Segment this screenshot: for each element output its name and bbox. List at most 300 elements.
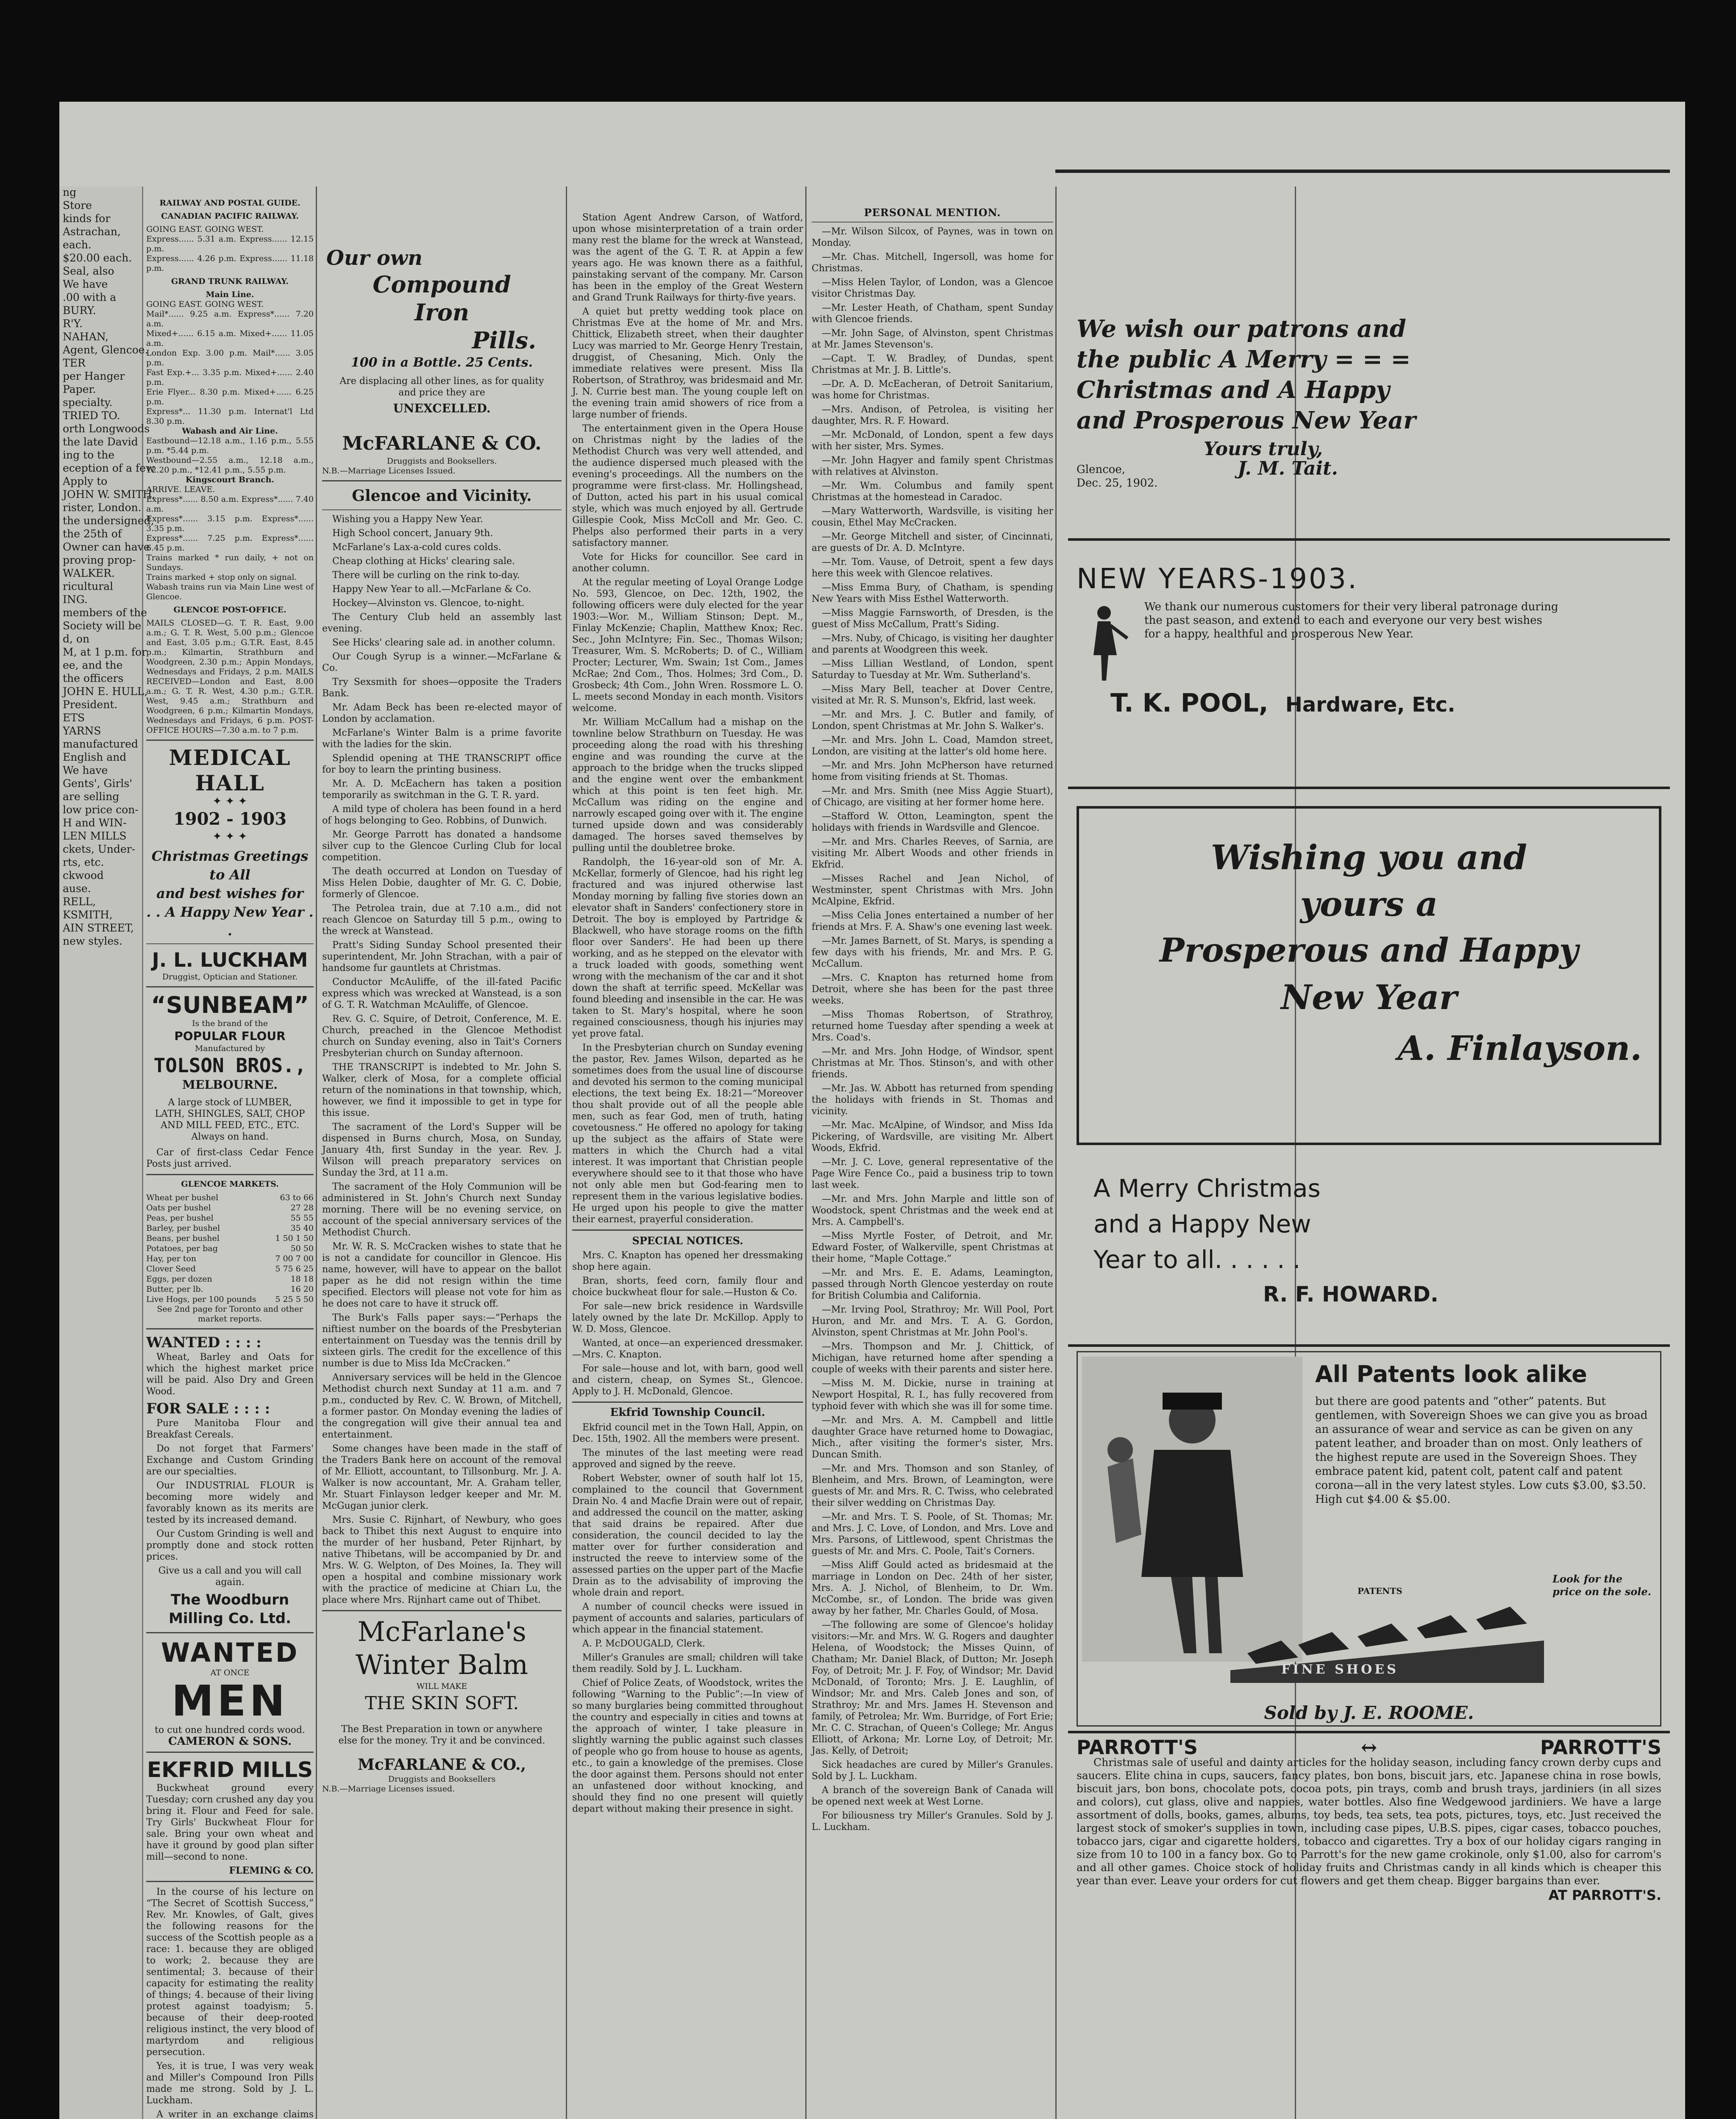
fragment-line: Store [63, 199, 92, 211]
parrott-text: Christmas sale of useful and dainty articles for the holiday season, including fancy crown derby cups and saucers. Elite china in cups, saucers, fancy plates, bon bons, biscuit jars, etc. Japanese china in rose bowls, biscuit jars, bon bons, chocolate pots, cocoa pots, pin trays, comb and brush trays, jardiniers (in all sizes and colors), cut glass, olive and nappies, water bottles. Also fine Wedgewood jardiniers. We have a large assortment of dolls, books, games, albums, toy beds, tea sets, tea pots, pictures, toys, etc. Just received the largest stock of smoker's supplies in town, including case pipes, U.B.S. pipes, cigar cases, tobacco pouches, tobacco jars, cigar and cigarette holders, tobacco and cigarettes. Try a box of our holiday cigars ranging in size from 10 to 100 in a fancy box. Go to Parrott's for the new game crokinole, only $1.00, also for carrom's and all other games. Choice stock of holiday fruits and Christmas candy in all kinds which is cheaper this year than ever. Leave your orders for cut flowers and get them cheap. Bigger bargains than ever. [1077, 1756, 1661, 1887]
market-price: 5 75 6 25 [275, 1264, 314, 1274]
column-3 [572, 212, 803, 2119]
iron-pills-line: Are displacing all other lines, as for quality and price they are [339, 376, 544, 398]
personal-item: —Mr. and Mrs. Smith (nee Miss Aggie Stuart), of Chicago, are visiting at her former home here. [812, 786, 1053, 808]
mcfarlane-name: McFARLANE & CO. [342, 433, 542, 454]
timetable-line: Westbound—2.55 a.m., 12.18 a.m., 12.20 p.m., *12.41 p.m., 5.55 p.m. [146, 456, 314, 475]
personal-item: —Mr. James Barnett, of St. Marys, is spending a few days with his friends, Mr. and Mrs. P. G. McCallum. [812, 936, 1053, 969]
fragment-line: LEN MILLS [63, 830, 127, 842]
personal-item: —Mr. Jas. W. Abbott has returned from spending the holidays with friends in St. Thomas and vicinity. [812, 1083, 1053, 1117]
ornament: ✦ ✦ ✦ [212, 795, 248, 808]
double-arrow-icon: ↔ [1360, 1736, 1377, 1759]
fragment-line: .00 with a [63, 291, 117, 303]
howard-ad [1068, 1162, 1670, 1340]
personal-item: —Miss Mary Bell, teacher at Dover Centre, visited at Mr. R. S. Munson's, Ekfrid, last week. [812, 684, 1053, 706]
cp-title: CANADIAN PACIFIC RAILWAY. [161, 211, 299, 221]
pool-sign-name: T. K. POOL, [1110, 688, 1269, 718]
roome-title: All Patents look alike [1315, 1361, 1587, 1388]
news-item: Mr. George Parrott has donated a handsome silver cup to the Glencoe Curling Club for local competition. [322, 829, 562, 863]
council-item: Chief of Police Zeats, of Woodstock, writes the following “Warning to the Public”:—In view of so many burglaries being committed throughout the country and especially in cities and towns at the approach of winter, I take pleasure in slightly warning the public against such classes of people who go from house to house as agents, etc., to gain a knowledge of the premises. Close the door against them. Persons should not enter an unfastened door without knocking, and should they find no one present will quietly depart without making their presence in sight. [572, 1678, 803, 1814]
personal-item: —Mary Watterworth, Wardsville, is visiting her cousin, Ethel May McCracken. [812, 506, 1053, 528]
medical-hall-greeting: . . A Happy New Year . . [146, 904, 314, 939]
winter-balm-nb: N.B.—Marriage Licenses issued. [322, 1784, 455, 1794]
fragment-line: eception of a few [63, 462, 155, 474]
fragment-line: $20.00 each. [63, 252, 132, 264]
fragment-line: proving prop- [63, 554, 136, 566]
woodburn-ad [146, 1334, 314, 1628]
fragment-line: President. [63, 698, 118, 711]
news-item: Conductor McAuliffe, of the ill-fated Pacific express which was wrecked at Wanstead, is a son of G. T. R. Watchman McAuliffe, of Glencoe. [322, 977, 562, 1010]
for-sale-text: Give us a call and you will call again. [158, 1566, 302, 1588]
sunbeam-ad [146, 992, 314, 1170]
column-rule [566, 186, 567, 2119]
timetable-line: Wabash trains run via Main Line west of Glencoe. [146, 582, 314, 601]
wanted-men-ad [146, 1638, 314, 1747]
personal-item: —Mrs. C. Knapton has returned home from Detroit, where she has been for the past three weeks. [812, 973, 1053, 1006]
finlayson-line: Prosperous and Happy [1159, 931, 1579, 970]
sunbeam-cedar: Car of first-class Cedar Fence Posts just arrived. [146, 1147, 314, 1169]
personal-item: Sick headaches are cured by Miller's Granules. Sold by J. L. Luckham. [812, 1760, 1053, 1782]
iron-pills-line: 100 in a Bottle. 25 Cents. [351, 355, 533, 370]
news-item: At the regular meeting of Loyal Orange Lodge No. 593, Glencoe, on Dec. 12th, 1902, the following officers were duly elected for the year 1903:—Wor. M., William Stinson; Dept. M., Finlay McKenzie; Chaplin, Matthew Knox; Rec. Sec., John McIntyre; Fin. Sec., Thomas Wilson; Treasurer, Wm. S. McRoberts; D. of C., William Procter; Lecturer, Wm. Swain; 1st Com., James McRae; 2nd Com., Thos. Holmes; 3rd Com., D. Grosbeck; 4th Com., John Wren. Rossmore L. O. L. meets second Monday in each month. Visitors welcome. [572, 577, 803, 714]
fragment-line: R'Y. [63, 317, 83, 330]
parrott-title-right: PARROTT'S [1540, 1736, 1661, 1759]
personal-item: —Mr. Irving Pool, Strathroy; Mr. Will Pool, Port Huron, and Mr. and Mrs. T. A. G. Gordon, Alvinston, spent Christmas at Mr. John Pool's. [812, 1304, 1053, 1338]
personal-item: —Mr. and Mrs. John Hodge, of Windsor, spent Christmas at Mr. Thos. Stinson's, and with other friends. [812, 1046, 1053, 1080]
luckham-name: J. L. LUCKHAM [152, 948, 308, 971]
pool-body [1077, 596, 1661, 698]
tait-date: Dec. 25, 1902. [1077, 477, 1158, 489]
winter-balm-ad [322, 1616, 562, 1794]
fragment-line: JOHN W. SMITH, [63, 488, 156, 501]
news-item: McFarlane's Winter Balm is a prime favorite with the ladies for the skin. [322, 728, 562, 750]
personal-item: A branch of the sovereign Bank of Canada will be opened next week at West Lorne. [812, 1785, 1053, 1807]
column-rule [805, 186, 807, 2119]
railway-title: RAILWAY AND POSTAL GUIDE. [159, 198, 300, 208]
personal-item: —Mr. Chas. Mitchell, Ingersoll, was home for Christmas. [812, 252, 1053, 274]
timetable-line: Express*...... 3.15 p.m. Express*...... 3.35 p.m. [146, 514, 314, 533]
fragment-line: orth Longwoods [63, 423, 150, 435]
market-row [146, 1193, 314, 1203]
personal-item: —Mrs. Nuby, of Chicago, is visiting her daughter and parents at Woodgreen this week. [812, 633, 1053, 655]
timetable-line: Express...... 4.26 p.m. Express...... 11.18 p.m. [146, 254, 314, 273]
fragment-line: the 25th of [63, 528, 122, 540]
news-item: The death occurred at London on Tuesday of Miss Helen Dobie, daughter of Mr. G. C. Dobie, formerly of Glencoe. [322, 866, 562, 900]
vicinity-title: Glencoe and Vicinity. [352, 487, 532, 505]
market-price: 55 55 [290, 1213, 314, 1223]
ekfrid-mills-ad [146, 1757, 314, 1877]
personal-item: —Mr. and Mrs. J. C. Butler and family, of London, spent Christmas at Mr. John S. Walker's. [812, 709, 1053, 731]
market-price: 7 00 7 00 [275, 1254, 314, 1263]
news-item: Vote for Hicks for councillor. See card in another column. [572, 552, 803, 574]
gentleman-bowing-icon [1085, 600, 1132, 685]
luckham-sub: Druggist, Optician and Stationer. [162, 972, 298, 982]
notice-item: Wanted, at once—an experienced dressmaker.—Mrs. C. Knapton. [572, 1338, 803, 1360]
personal-item: —Dr. A. D. McEacheran, of Detroit Sanitarium, was home for Christmas. [812, 379, 1053, 401]
council-item: Miller's Granules are small; children will take them readily. Sold by J. L. Luckham. [572, 1652, 803, 1674]
fragment-line: AIN STREET, [63, 922, 134, 934]
fragment-line: per Hanger [63, 370, 125, 382]
news-item: Mr. W. R. S. McCracken wishes to state that he is not a candidate for councillor in Glencoe. His name, however, will have to appear on the ballot paper as he did not resign within the time specified. Electors will please not vote for him as he does not care to have it struck off. [322, 1241, 562, 1309]
fragment-line: ause. [63, 882, 91, 895]
market-row [146, 1243, 314, 1254]
divider [1068, 1731, 1670, 1733]
fragment-line: H and WIN- [63, 817, 127, 829]
column-1 [146, 195, 314, 2119]
medical-hall-ad [146, 745, 314, 982]
wanted-men-title: WANTED [161, 1637, 299, 1668]
news-item: Our Cough Syrup is a winner.—McFarlane & Co. [322, 651, 562, 673]
fragment-line: specialty. [63, 396, 113, 409]
timetable-line: Express*... 11.30 p.m. Internat'l Ltd 8.30 p.m. [146, 407, 314, 426]
tait-ad [1077, 186, 1670, 534]
fragment-line: kinds for [63, 212, 111, 225]
timetable-line: Express...... 5.31 a.m. Express...... 12.15 p.m. [146, 234, 314, 253]
news-item: THE TRANSCRIPT is indebted to Mr. John S. Walker, clerk of Mosa, for a complete official return of the nominations in that township, which, however, we find it impossible to get in type for this issue. [322, 1062, 562, 1118]
fragment-line: Paper. [63, 383, 96, 395]
news-item: Station Agent Andrew Carson, of Watford, upon whose misinterpretation of a train order many rest the blame for the wreck at Wanstead, was the agent of the G. T. R. at Appin a few years ago. He was known there as a faithful, painstaking servant of the company. Mr. Carson has been in the employ of the Great Western and Grand Trunk Railways for thirty-five years. [572, 212, 803, 303]
market-row [146, 1294, 314, 1304]
personal-item: —Miss Lillian Westland, of London, spent Saturday to Tuesday at Mr. Wm. Sutherland's. [812, 659, 1053, 681]
divider [1068, 538, 1670, 541]
winter-balm-line: WILL MAKE [416, 1682, 467, 1691]
shoes-display [1230, 1586, 1544, 1683]
iron-pills-line: Our own [326, 246, 423, 270]
parrott-sign: AT PARROTT'S. [1548, 1887, 1661, 1903]
fragment-line: members of the [63, 606, 147, 619]
divider [1068, 787, 1670, 789]
winter-balm-line: McFarlane's [357, 1616, 526, 1648]
fragment-line: YARNS [63, 725, 101, 737]
market-price: 63 to 66 [280, 1193, 314, 1202]
fragment-line: d, on [63, 633, 90, 645]
medical-hall-years: 1902 - 1903 [173, 809, 287, 829]
divider [572, 1229, 803, 1231]
tait-place: Glencoe, [1077, 463, 1126, 476]
personal-item: —Miss Thomas Robertson, of Strathroy, returned home Tuesday after spending a week at Mrs. Coad's. [812, 1009, 1053, 1043]
news-item: Wishing you a Happy New Year. [332, 514, 483, 525]
timetable-line: Mail*...... 9.25 a.m. Express*...... 7.20 a.m. [146, 309, 314, 328]
council-title: Ekfrid Township Council. [610, 1406, 765, 1419]
notice-item: For sale—new brick residence in Wardsville lately owned by the late Dr. McKillop. Apply to W. D. Moss, Glencoe. [572, 1301, 803, 1335]
fragment-line: are selling [63, 790, 120, 803]
medical-hall-greeting: Christmas Greetings to All [151, 848, 309, 883]
local-news-body [572, 212, 803, 1225]
news-item: Splendid opening at THE TRANSCRIPT office for boy to learn the printing business. [322, 753, 562, 775]
personal-item: —Mr. and Mrs. John Marple and little son of Woodstock, spent Christmas and the week end at Mrs. A. Campbell's. [812, 1194, 1053, 1227]
divider [146, 1174, 314, 1175]
newspaper-page [59, 102, 1685, 2119]
divider [322, 480, 562, 481]
divider [146, 986, 314, 987]
divider [146, 1328, 314, 1329]
ekfrid-mills-title: EKFRID MILLS [147, 1757, 313, 1782]
market-item: Clover Seed [146, 1264, 196, 1274]
personal-item: —Miss Myrtle Foster, of Detroit, and Mr. Edward Foster, of Walkerville, spent Christmas at their home, “Maple Cottage.” [812, 1231, 1053, 1264]
sunbeam-title: “SUNBEAM” [151, 992, 309, 1018]
for-sale-text: Our INDUSTRIAL FLOUR is becoming more widely and favorably known as its merits are tested by its increased demand. [146, 1480, 314, 1525]
news-item: Mrs. Susie C. Rijnhart, of Newbury, who goes back to Thibet this next August to enquire into the murder of her husband, Peter Rijnhart, by native Thibetans, will be accompanied by Dr. and Mrs. W. G. Welpton, of Des Moines, Ia. They will open a hospital and combine missionary work with the practice of medicine at Chiarı Lu, the place where Mrs. Rijnhart came out of Thibet. [322, 1515, 562, 1605]
fragment-line: We have [63, 278, 108, 290]
divider [322, 509, 562, 510]
markets [146, 1179, 314, 1324]
fragment-line: ing to the [63, 449, 115, 461]
fragment-line: manufactured [63, 738, 138, 750]
divider [146, 1881, 314, 1882]
news-item: Hockey—Alvinston vs. Glencoe, to-night. [332, 598, 525, 609]
fragment-line: ING. [63, 593, 88, 606]
news-item: See Hicks' clearing sale ad. in another column. [332, 637, 556, 648]
winter-balm-firm-sub: Druggists and Booksellers [388, 1774, 496, 1784]
market-item: Barley, per bushel [146, 1224, 220, 1233]
market-item: Peas, per bushel [146, 1213, 214, 1223]
personal-item: —Mr. and Mrs. A. M. Campbell and little daughter Grace have returned home to Dowagiac, Mich., after visiting the former's sister, Mrs. Duncan Smith. [812, 1415, 1053, 1460]
fragment-line: the late David [63, 436, 138, 448]
council-item: A. P. McDOUGALD, Clerk. [582, 1638, 705, 1649]
personal-item: —Mr. John Hagyer and family spent Christmas with relatives at Alvinston. [812, 455, 1053, 477]
fragment-line: Agent, Glencoe. [63, 344, 148, 356]
parrott-ad [1068, 1738, 1670, 1905]
tait-line: We wish our patrons and [1077, 315, 1406, 343]
fragment-line: rts, etc. [63, 856, 104, 868]
sunbeam-town: MELBOURNE. [182, 1078, 278, 1092]
market-row [146, 1233, 314, 1243]
pool-sign [1110, 688, 1661, 718]
howard-line: and a Happy New [1093, 1210, 1311, 1238]
personal-item: —Mrs. Andison, of Petrolea, is visiting her daughter, Mrs. R. F. Howard. [812, 404, 1053, 426]
news-item: Cheap clothing at Hicks' clearing sale. [332, 556, 515, 567]
parrott-header [1077, 1736, 1661, 1759]
fragment-line: ee, and the [63, 659, 123, 671]
news-item: Mr. A. D. McEachern has taken a position temporarily as switchman in the G. T. R. yard. [322, 779, 562, 801]
personal-item: —Mr. J. C. Love, general representative of the Page Wire Fence Co., paid a business trip to town last week. [812, 1157, 1053, 1190]
personal-item: —Capt. T. W. Bradley, of Dundas, spent Christmas at Mr. J. B. Little's. [812, 353, 1053, 375]
timetable-line: Trains marked + stop only on signal. [146, 573, 297, 582]
wanted-men-sub: AT ONCE [210, 1668, 250, 1677]
timetable-line: Fast Exp.+... 3.35 p.m. Mixed+...... 2.40 p.m. [146, 368, 314, 387]
fragment-line: JOHN E. HULL, [63, 685, 148, 698]
personal-item: —Mr. and Mrs. E. E. Adams, Leamington, passed through North Glencoe yesterday on route for British Columbia and California. [812, 1268, 1053, 1301]
iron-pills-line: Pills. [472, 327, 536, 354]
woodburn-name: The Woodburn Milling Co. Ltd. [168, 1591, 292, 1627]
kingscourt-title: Kingscourt Branch. [185, 475, 275, 484]
fragment-text [59, 186, 156, 947]
personal-item: —Mr. and Mrs. John McPherson have returned home from visiting friends at St. Thomas. [812, 760, 1053, 782]
market-item: Wheat per bushel [146, 1193, 219, 1202]
ekfrid-mills-text: Buckwheat ground every Tuesday; corn crushed any day you bring it. Flour and Feed for sale. Try Girls' Buckwheat Flour for sale. Bring your own wheat and have it ground by good plan sifter mill—second to none. [146, 1783, 314, 1862]
personal-item: —Mr. Mac. McAlpine, of Windsor, and Miss Ida Pickering, of Wardsville, are visiting Mr. Albert Woods, Ekfrid. [812, 1120, 1053, 1154]
roome-sign: Sold by J. E. ROOME. [1264, 1702, 1474, 1723]
fragment-line: Astrachan, [63, 225, 121, 238]
medical-hall-greeting: and best wishes for [156, 885, 303, 901]
special-notices-title: SPECIAL NOTICES. [632, 1235, 743, 1247]
news-item: Anniversary services will be held in the Glencoe Methodist church next Sunday at 11 a.m. and 7 p.m., conducted by Rev. C. W. Brown, of Mitchell, a former pastor. On Monday evening the ladies of the congregation will give their annual tea and entertainment. [322, 1372, 562, 1440]
shoes-label: FINE SHOES [1281, 1662, 1399, 1677]
divider [1068, 1344, 1670, 1347]
mcfarlane-sub: Druggists and Booksellers. [387, 456, 497, 466]
mcfarlane-nb: N.B.—Marriage Licenses Issued. [322, 466, 456, 476]
column-4 [812, 203, 1053, 2119]
market-price: 27 28 [290, 1203, 314, 1212]
ornament: ✦ ✦ ✦ [212, 830, 248, 843]
personal-item: —Mr. Wilson Silcox, of Paynes, was in town on Monday. [812, 226, 1053, 248]
fragment-line: We have [63, 764, 108, 776]
wabash-title: Wabash and Air Line. [182, 426, 278, 436]
notice-item: For sale—house and lot, with barn, good well and cistern, cheap, on Symes St., Glencoe. Apply to J. H. McDonald, Glencoe. [572, 1363, 803, 1397]
patents-label: PATENTS [1358, 1586, 1402, 1596]
timetable-line: ARRIVE. LEAVE. [146, 485, 215, 494]
iron-pills-ad [322, 246, 562, 476]
personal-item: —Mr. Wm. Columbus and family spent Christmas at the homestead in Caradoc. [812, 481, 1053, 503]
sunbeam-line: Is the brand of the [192, 1019, 268, 1028]
timetable-line: Trains marked * run daily, + not on Sundays. [146, 553, 314, 572]
tait-line: the public A Merry = = = [1077, 345, 1411, 373]
fragment-line: KSMITH, [63, 909, 113, 921]
fragment-line: BURY. [63, 304, 96, 317]
news-item: The sacrament of the Lord's Supper will be dispensed in Burns church, Mosa, on Sunday, January 4th, first Sunday in the year. Rev. J. Wilson will preach preparatory services on Sunday the 3rd, at 11 a.m. [322, 1122, 562, 1178]
market-price: 16 20 [290, 1285, 314, 1294]
market-price: 5 25 5 50 [275, 1295, 314, 1304]
market-row [146, 1274, 314, 1284]
personal-item: —Miss Helen Taylor, of London, was a Glencoe visitor Christmas Day. [812, 277, 1053, 299]
tait-line: Christmas and A Happy [1077, 376, 1390, 404]
roome-look: Look for the price on the sole. [1552, 1573, 1652, 1598]
gt-subtitle: Main Line. [206, 290, 254, 299]
personal-item: —Miss Celia Jones entertained a number of her friends at Mrs. F. A. Shaw's one evening last week. [812, 910, 1053, 932]
finlayson-line: Wishing you and [1210, 837, 1527, 877]
news-item: Happy New Year to all.—McFarlane & Co. [332, 584, 531, 595]
roome-ad [1077, 1351, 1661, 1727]
personal-item: —Misses Rachel and Jean Nichol, of Westminster, spent Christmas with Mrs. John McAlpine, Ekfrid. [812, 873, 1053, 907]
news-item: Mr. Adam Beck has been re-elected mayor of London by acclamation. [322, 702, 562, 724]
for-sale-text: Do not forget that Farmers' Exchange and Custom Grinding are our specialties. [146, 1443, 314, 1477]
market-row [146, 1223, 314, 1233]
personal-title: PERSONAL MENTION. [864, 206, 1001, 219]
fragment-line: Seal, also [63, 265, 114, 277]
ekfrid-mills-sign: FLEMING & CO. [229, 1865, 314, 1876]
tait-signoff [1077, 458, 1670, 497]
divider [322, 1610, 562, 1611]
finlayson-line: yours a [1300, 884, 1438, 924]
kingscourt-timetable [146, 485, 314, 602]
market-row [146, 1213, 314, 1223]
tait-line: and Prosperous New Year [1077, 406, 1416, 434]
markets-note: See 2nd page for Toronto and other market reports. [157, 1304, 303, 1324]
divider [146, 1752, 314, 1753]
fragment-line: Owner can have [63, 541, 150, 553]
fragment-line: WALKER. [63, 567, 115, 579]
timetable-line: Erie Flyer... 8.30 p.m. Mixed+...... 6.25 p.m. [146, 387, 314, 406]
sunbeam-stock: A large stock of LUMBER, LATH, SHINGLES, SALT, CHOP AND MILL FEED, ETC., ETC. Always on hand. [155, 1097, 305, 1142]
personal-item: —Miss Maggie Farnsworth, of Dresden, is the guest of Miss McCallum, Pratt's Siding. [812, 608, 1053, 630]
market-row [146, 1203, 314, 1213]
news-item: McFarlane's Lax-a-cold cures colds. [332, 542, 501, 553]
market-item: Potatoes, per bag [146, 1244, 218, 1253]
pool-title: NEW YEARS-1903. [1077, 562, 1358, 595]
news-item: Some changes have been made in the staff of the Traders Bank here on account of the removal of Mr. Elliott, accountant, to Tillsonburg. Mr. J. A. Walker is now accountant, Mr. A. Graham teller, Mr. Stuart Finlayson ledger keeper and Mr. M. McGugan junior clerk. [322, 1443, 562, 1511]
market-item: Eggs, per dozen [146, 1274, 212, 1284]
fragment-line: M, at 1 p.m. for [63, 646, 147, 658]
fragment-line: the undersigned, [63, 514, 154, 527]
personal-item: —The following are some of Glencoe's holiday visitors:—Mr. and Mrs. W. G. Rogers and daughter Helena, of Woodstock; the Misses Quinn, of Chatham; Mr. Daniel Black, of Dutton; Mr. Joseph Foy, of Detroit; Mr. J. F. Foy, of Windsor; Mr. David McDonald, of Toronto; Mrs. J. E. Laughlin, of Windsor; Mr. and Mrs. Caleb Jones and son, of Strathroy; Mr. and Mrs. James H. Stevenson and family, of Petrolea; Mr. Wm. Burridge, of Fort Erie; Mr. C. C. Strachan, of Queen's College; Mr. Angus Elliott, of Arkona; Mr. Lorne Loy, of Detroit; Mr. Jas. Kelly, of Detroit; [812, 1620, 1053, 1756]
gt-title: GRAND TRUNK RAILWAY. [171, 277, 289, 286]
news-item: A mild type of cholera has been found in a herd of hogs belonging to Geo. Robbins, of Dunwich. [322, 804, 562, 826]
market-item: Live Hogs, per 100 pounds [146, 1295, 256, 1304]
council-body [572, 1422, 803, 1815]
fragment-line: ng [63, 186, 77, 198]
wabash-timetable [146, 436, 314, 475]
personal-item: —Mr. George Mitchell and sister, of Cincinnati, are guests of Dr. A. D. McIntyre. [812, 531, 1053, 553]
tait-sign: J. M. Tait. [1238, 458, 1338, 479]
fragment-line: Apply to [63, 475, 108, 487]
market-price: 35 40 [290, 1224, 314, 1233]
wanted-men-big: MEN [171, 1676, 289, 1726]
cp-timetable [146, 225, 314, 273]
timetable-line: GOING EAST. GOING WEST. [146, 300, 264, 309]
personal-item: —Miss M. M. Dickie, nurse in training at Newport Hospital, R. I., has fully recovered from typhoid fever with which she was ill for some time. [812, 1378, 1053, 1412]
howard-line: Year to all. . . . . . [1093, 1245, 1301, 1274]
market-price: 1 50 1 50 [275, 1234, 314, 1243]
news-item: The Century Club held an assembly last evening. [322, 612, 562, 634]
timetable-line: London Exp. 3.00 p.m. Mail*...... 3.05 p.m. [146, 348, 314, 367]
divider [146, 943, 314, 944]
gt-timetable [146, 300, 314, 426]
top-rule [1055, 170, 1670, 173]
markets-title: GLENCOE MARKETS. [181, 1179, 279, 1189]
iron-pills-line: Compound [373, 271, 511, 298]
market-price: 50 50 [290, 1244, 314, 1253]
personal-item: —Mrs. Thompson and Mr. J. Chittick, of Michigan, have returned home after spending a couple of weeks with their parents and sister here. [812, 1341, 1053, 1375]
pool-text: We thank our numerous customers for their very liberal patronage during the past season, and extend to each and everyone our very best wishes for a happy, healthful and prosperous New Year. [1144, 601, 1558, 640]
column-2 [322, 246, 562, 2119]
divider [572, 1402, 803, 1403]
news-item: In the Presbyterian church on Sunday evening the pastor, Rev. James Wilson, departed as he sometimes does from the usual line of discourse and devoted his sermon to the coming municipal elections, the text being Ex. 18:21—“Moreover thou shalt provide out of all the people able men, such as fear God, men of truth, hating covetousness.” He offered no apology for taking up the subject as the affairs of State were matters in which the Church had a vital interest. It was important that Christian people everywhere should see to it that those who have not only able men but God-fearing men to represent them in the various legislative bodies. He urged upon his people to give the matter their earnest, prayerful consideration. [572, 1043, 803, 1225]
fragment-line: RELL, [63, 895, 96, 908]
wanted-men-sign: CAMERON & SONS. [168, 1735, 292, 1748]
roome-text: but there are good patents and “other” patents. But gentlemen, with Sovereign Shoes we can give you as broad an assurance of wear and service as can be given on any patent leather, and broader than on most. Only leathers of the highest repute are used in the Sovereign Shoes. They embrace patent kid, patent colt, patent calf and patent corona—all in the very latest styles. Low cuts $3.00, $3.50. High cut $4.00 & $5.00. [1315, 1395, 1648, 1506]
market-item: Beans, per bushel [146, 1234, 220, 1243]
iron-pills-line: Iron [415, 299, 469, 326]
finlayson-line: New Year [1281, 977, 1457, 1017]
fragment-line: Society will be [63, 620, 142, 632]
lecture-text: A writer in an exchange claims [156, 2109, 314, 2119]
news-item: Try Sexsmith for shoes—opposite the Traders Bank. [322, 677, 562, 699]
fragment-line: TRIED TO. [63, 409, 120, 422]
timetable-line: Eastbound—12.18 a.m., 1.16 p.m., 5.55 p.m. *5.44 p.m. [146, 436, 314, 455]
personal-body [812, 226, 1053, 1833]
wanted-title: WANTED : : : : [146, 1334, 262, 1351]
medical-hall-title: MEDICAL HALL [169, 745, 291, 795]
council-item: Ekfrid council met in the Town Hall, Appin, on Dec. 15th, 1902. All the members were present. [572, 1422, 803, 1444]
special-notices-body [572, 1250, 803, 1397]
fragment-line: the officers [63, 672, 124, 684]
news-item: Mr. William McCallum had a mishap on the townline below Strathburn on Tuesday. He was proceeding along the road with his threshing engine and was rounding the curve at the approach to the bridge when the trucks slipped and the engine went over the embankment which at this point is ten feet high. Mr. McCallum was riding on the engine and narrowly escaped going over with it. The engine turned upside down and was considerably damaged. The horses saved themselves by pulling until the doubletree broke. [572, 717, 803, 854]
timetable-line: Mixed+...... 6.15 a.m. Mixed+...... 11.05 a.m. [146, 329, 314, 348]
divider [146, 740, 314, 741]
iron-pills-line: UNEXCELLED. [393, 401, 491, 415]
timetable-line: Express*...... 8.50 a.m. Express*...... 7.40 a.m. [146, 495, 314, 514]
post-office-text: MAILS CLOSED—G. T. R. East, 9.00 a.m.; G. T. R. West, 5.00 p.m.; Glencoe and East, 3.05 p.m.; G.T.R. East, 8.45 p.m.; Kilmartin, Strathburn and Woodgreen, 2.30 p.m.; Appin Mondays, Wednesdays and Fridays, 2 p.m. MAILS RECEIVED—London and East, 8.00 a.m.; G. T. R. West, 4.30 p.m.; G.T.R. West, 9.45 a.m.; Strathburn and Woodgreen, 6 p.m.; Kilmartin Mondays, Wednesdays and Fridays, 6 p.m. POST-OFFICE HOURS—7.30 a.m. to 7 p.m. [146, 618, 314, 735]
howard-sign: R. F. HOWARD. [1263, 1282, 1438, 1307]
fragment-line: ricultural [63, 580, 114, 592]
column-rule [316, 186, 317, 2119]
fragment-line: ckwood [63, 869, 104, 882]
column-ads [1068, 186, 1670, 2119]
market-price: 18 18 [290, 1274, 314, 1284]
personal-item: —Mr. John Sage, of Alvinston, spent Christmas at Mr. James Stevenson's. [812, 328, 1053, 350]
news-item: The Burk's Falls paper says:—“Perhaps the niftiest number on the boards of the Presbyterian entertainment on Tuesday was the tennis drill by sixteen girls. The credit for the excellence of this number is due to Miss Ida McCracken.” [322, 1313, 562, 1369]
market-row [146, 1264, 314, 1274]
